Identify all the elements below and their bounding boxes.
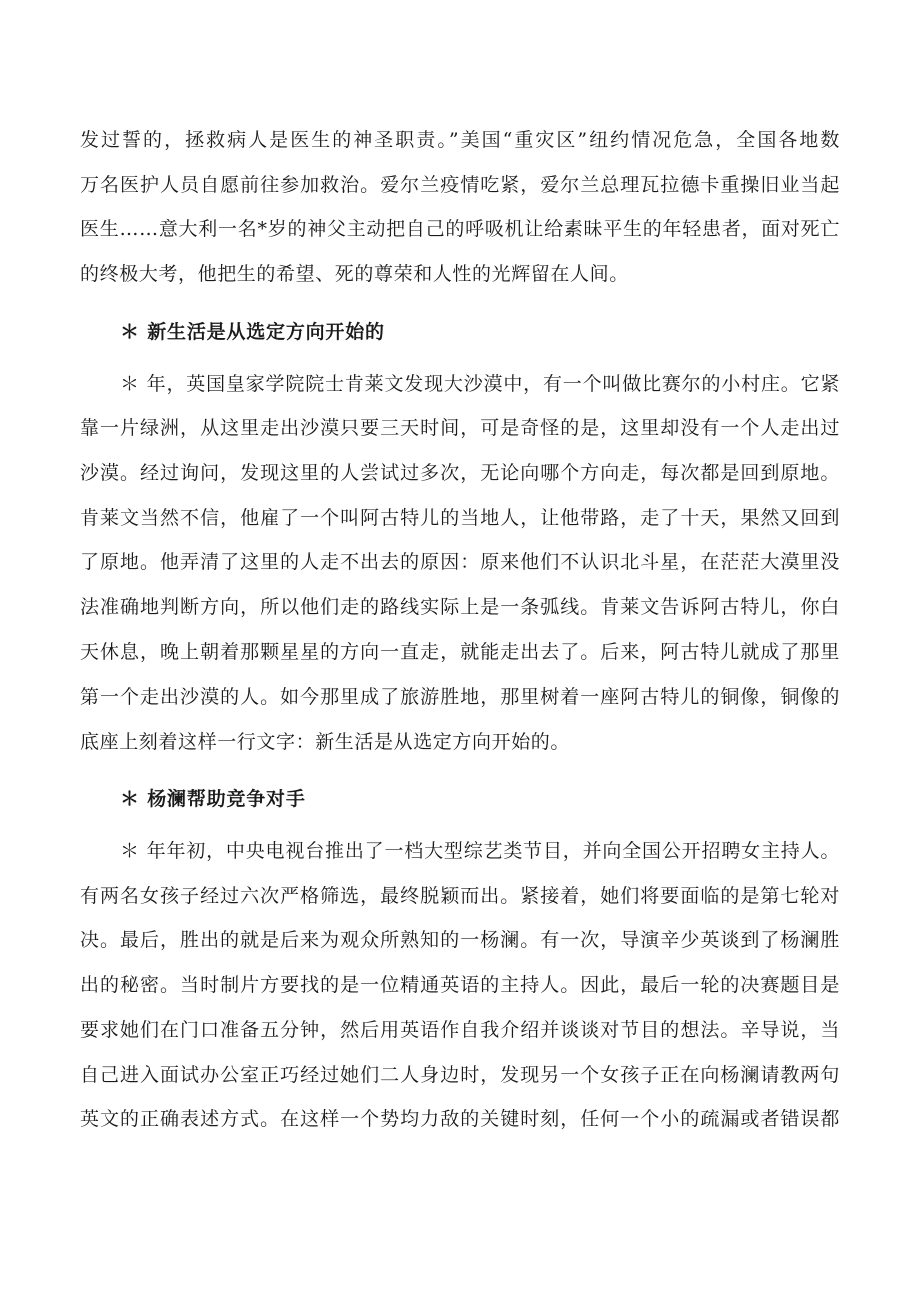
paragraph-line: 了原地。他弄清了这里的人走不出去的原因：原来他们不认识北斗星，在茫茫大漠里没 [80, 551, 840, 573]
paragraph-line: 医生……意大利一名*岁的神父主动把自己的呼吸机让给素昧平生的年轻患者，面对死亡 [80, 218, 840, 240]
paragraph-line: 靠一片绿洲，从这里走出沙漠只要三天时间，可是奇怪的是，这里却没有一个人走出过 [80, 417, 840, 439]
paragraph-line: 自己进入面试办公室正巧经过她们二人身边时，发现另一个女孩子正在向杨澜请教两句 [80, 1064, 840, 1086]
paragraph-line: 英文的正确表述方式。在这样一个势均力敌的关键时刻，任何一个小的疏漏或者错误都 [80, 1108, 840, 1130]
paragraph-line: ＊ 年，英国皇家学院院士肯莱文发现大沙漠中，有一个叫做比赛尔的小村庄。它紧 [120, 373, 840, 395]
paragraph-line: 万名医护人员自愿前往参加救治。爱尔兰疫情吃紧，爱尔兰总理瓦拉德卡重操旧业当起 [80, 174, 840, 196]
paragraph-line: 沙漠。经过询问，发现这里的人尝试过多次，无论向哪个方向走，每次都是回到原地。 [80, 462, 840, 484]
paragraph-line: 发过誓的，拯救病人是医生的神圣职责。”美国“重灾区”纽约情况危急，全国各地数 [80, 129, 840, 151]
paragraph-line: 的终极大考，他把生的希望、死的尊荣和人性的光辉留在人间。 [80, 263, 629, 285]
section-heading-yang-lan: ＊ 杨澜帮助竞争对手 [120, 788, 306, 810]
paragraph-line: 出的秘密。当时制片方要找的是一位精通英语的主持人。因此，最后一轮的决赛题目是 [80, 974, 840, 996]
paragraph-line: 肯莱文当然不信，他雇了一个叫阿古特儿的当地人，让他带路，走了十天，果然又回到 [80, 507, 840, 529]
paragraph-line: 第一个走出沙漠的人。如今那里成了旅游胜地，那里树着一座阿古特儿的铜像，铜像的 [80, 686, 840, 708]
paragraph-line: ＊ 年年初，中央电视台推出了一档大型综艺类节目，并向全国公开招聘女主持人。 [120, 840, 840, 862]
paragraph-line: 有两名女孩子经过六次严格筛选，最终脱颖而出。紧接着，她们将要面临的是第七轮对 [80, 885, 840, 907]
paragraph-line: 底座上刻着这样一行文字：新生活是从选定方向开始的。 [80, 731, 571, 753]
paragraph-line: 法准确地判断方向，所以他们走的路线实际上是一条弧线。肯莱文告诉阿古特儿，你白 [80, 596, 840, 618]
section-heading-new-life: ＊ 新生活是从选定方向开始的 [120, 321, 385, 343]
paragraph-line: 决。最后，胜出的就是后来为观众所熟知的一杨澜。有一次，导演辛少英谈到了杨澜胜 [80, 929, 840, 951]
paragraph-line: 天休息，晚上朝着那颗星星的方向一直走，就能走出去了。后来，阿古特儿就成了那里 [80, 641, 840, 663]
paragraph-line: 要求她们在门口准备五分钟，然后用英语作自我介绍并谈谈对节目的想法。辛导说，当 [80, 1019, 840, 1041]
